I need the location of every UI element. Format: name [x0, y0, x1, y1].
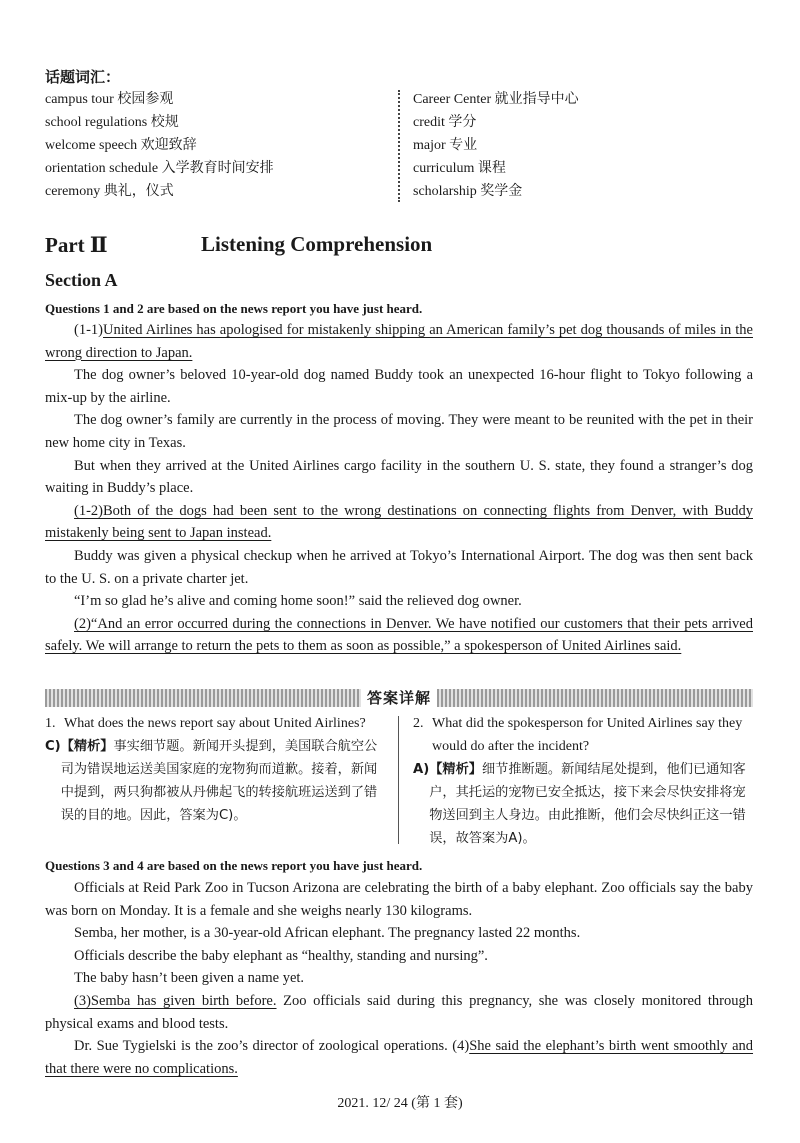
paragraph: The baby hasn’t been given a name yet.: [74, 970, 305, 987]
underlined-answer-text: United Airlines has apologised for mistakenly shipping an American family’s pet dog thousands of miles in the wrong direction to Japan.: [45, 322, 753, 361]
paragraph: Buddy was given a physical checkup when he arrived at Tokyo’s International Airport. The dog was then sent back to the U. S. on a private charter jet.: [45, 547, 753, 587]
answer-1: [45, 735, 385, 827]
underlined-answer-text: (2)“And an error occurred during the connections in Denver. We have notified our customers that their pets arrived safely. We will arrange to return the pets to them as soon as possible,” a spokesperson of United Airlines said.: [45, 615, 753, 655]
answer-letter: C): [45, 739, 61, 754]
vocab-list-left: [45, 88, 274, 203]
paragraph: “I’m so glad he’s alive and coming home soon!” said the relieved dog owner.: [74, 593, 522, 610]
vocab-item: ceremony 典礼，仪式: [45, 184, 174, 199]
news-report-2: [45, 877, 753, 1080]
answer-2: [413, 758, 753, 850]
vocab-item: orientation schedule 入学教育时间安排: [45, 161, 274, 176]
answer-explanation-block: [61, 735, 385, 827]
paragraph: Officials at Reid Park Zoo in Tucson Arizona are celebrating the birth of a baby elephant. Zoo officials say the baby was born on Monday. It is a female and she weighs nearly 130 kilograms.: [45, 880, 753, 919]
answer-divider: [398, 716, 399, 844]
underlined-answer-text: (1-2)Both of the dogs had been sent to the wrong destinations on connecting flights from Denver, with Buddy mistakenly being sent to Japan instead.: [45, 502, 753, 542]
answer-column-2: [413, 712, 753, 850]
paragraph: Semba, her mother, is a 30-year-old African elephant. The pregnancy lasted 22 months.: [74, 925, 581, 942]
question-number: 1.: [45, 716, 56, 731]
underlined-answer-text: She said the elephant’s birth went smoothly and that there were no complications.: [45, 1038, 754, 1077]
paragraph-text: Dr. Sue Tygielski is the zoo’s director of zoological operations. (4): [74, 1038, 470, 1055]
answer-letter: A): [413, 762, 430, 777]
vocab-divider: [398, 90, 400, 202]
paragraph: [45, 500, 753, 545]
news-report-1: [45, 319, 753, 658]
underlined-answer-text: (3)Semba has given birth before.: [74, 992, 277, 1009]
vocab-list-right: [413, 88, 579, 203]
answer-column-1: [45, 712, 385, 827]
vocab-item: major 专业: [413, 138, 478, 153]
part-title: Listening Comprehension: [201, 232, 433, 256]
marker: (1-1): [74, 322, 103, 338]
question-text: What did the spokesperson for United Airlines say they would do after the incident?: [432, 716, 743, 754]
paragraph: [45, 319, 753, 364]
vocab-item: campus tour 校园参观: [45, 92, 174, 107]
paragraph-text: Zoo officials said during this pregnancy, she was closely monitored through physical exams and blood tests.: [45, 992, 753, 1032]
answer-band-label: 答案详解: [361, 687, 437, 708]
part-heading: [45, 232, 433, 258]
part-label: Part Ⅱ: [45, 233, 108, 257]
analysis-tag: 【精析】: [429, 762, 482, 777]
answer-explanation-block: [429, 758, 753, 850]
questions-3-4-heading: Questions 3 and 4 are based on the news report you have just heard.: [45, 858, 423, 873]
questions-1-2-heading: Questions 1 and 2 are based on the news report you have just heard.: [45, 301, 423, 316]
question-text: What does the news report say about United Airlines?: [64, 716, 366, 731]
vocab-item: Career Center 就业指导中心: [413, 92, 579, 107]
question-2: [413, 712, 753, 758]
analysis-tag: 【精析】: [60, 739, 114, 754]
vocab-item: school regulations 校规: [45, 115, 179, 130]
question-number: 2.: [413, 716, 424, 731]
paragraph: The dog owner’s beloved 10-year-old dog named Buddy took an unexpected 16-hour flight to Tokyo following a mix-up by the airline.: [45, 367, 753, 406]
paragraph: [45, 613, 753, 658]
paragraph: [45, 1035, 753, 1080]
page-footer: 2021. 12/ 24 (第 1 套): [337, 1096, 463, 1111]
paragraph: The dog owner’s family are currently in the process of moving. They were meant to be reunited with the pet in their new home city in Texas.: [45, 412, 753, 451]
answer-explanation: 事实细节题。新闻开头提到，美国联合航空公司为错误地运送美国家庭的宠物狗而道歉。接着，新闻中提到，两只狗都被从丹佛起飞的转接航班运送到了错误的目的地。因此，答案为C)。: [60, 739, 378, 823]
section-title: Section A: [45, 270, 118, 290]
vocab-title: 话题词汇：: [45, 68, 121, 86]
paragraph: Officials describe the baby elephant as “healthy, standing and nursing”.: [74, 947, 488, 964]
vocab-item: scholarship 奖学金: [413, 184, 523, 199]
paragraph: [45, 990, 753, 1035]
vocab-item: welcome speech 欢迎致辞: [45, 138, 197, 153]
vocab-item: credit 学分: [413, 115, 477, 130]
answer-explanation: 细节推断题。新闻结尾处提到，他们已通知客户，其托运的宠物已安全抵达，接下来会尽快安排将宠物送回到主人身边。由此推断，他们会尽快纠正这一错误，故答案为A)。: [429, 762, 746, 846]
vocab-item: curriculum 课程: [413, 161, 506, 176]
answer-band: [45, 689, 753, 707]
question-1: [45, 712, 385, 735]
paragraph: But when they arrived at the United Airlines cargo facility in the southern U. S. state, they found a stranger’s dog waiting in Buddy’s place.: [45, 457, 753, 497]
